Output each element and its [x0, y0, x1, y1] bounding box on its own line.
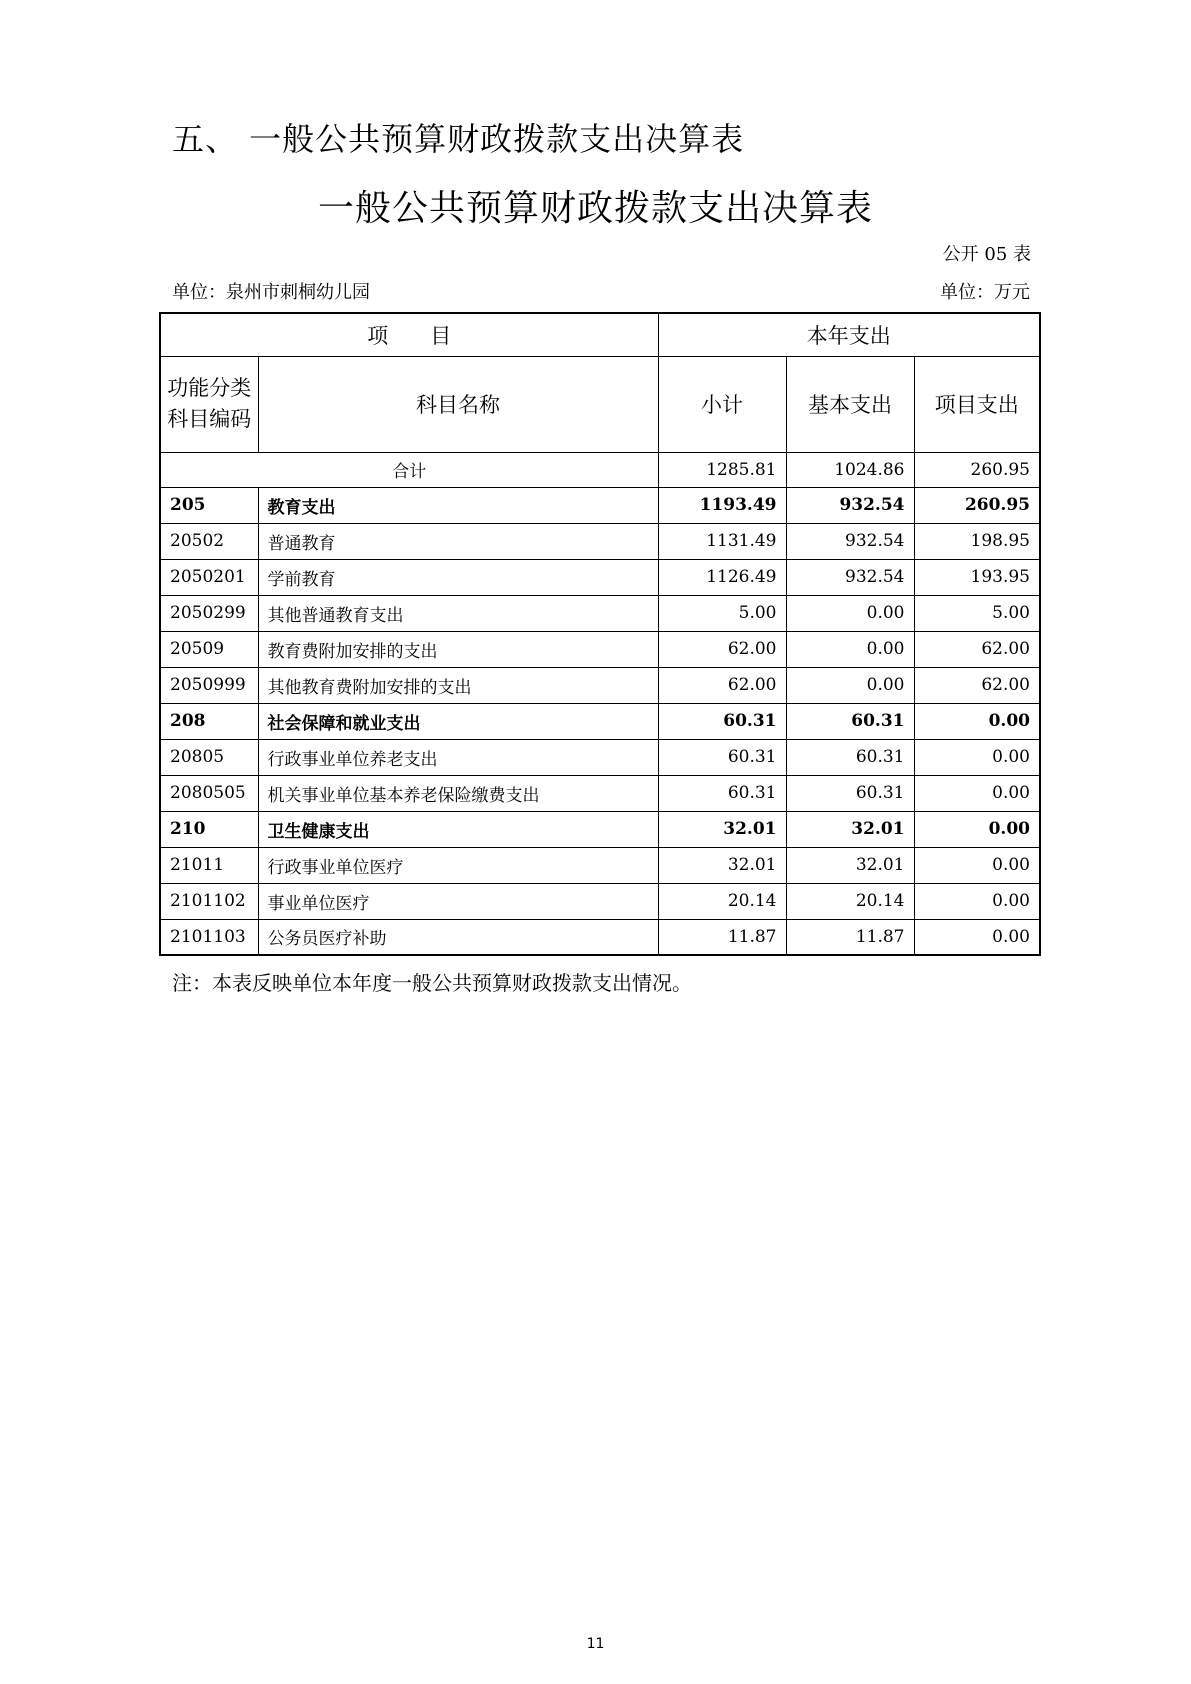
row-project: 5.00 [914, 595, 1040, 631]
col-project: 项目支出 [914, 356, 1040, 452]
row-code: 20502 [160, 523, 258, 559]
row-name: 普通教育 [258, 523, 658, 559]
row-basic: 0.00 [786, 667, 914, 703]
row-name: 机关事业单位基本养老保险缴费支出 [258, 775, 658, 811]
unit-organization: 单位：泉州市刺桐幼儿园 [172, 282, 370, 303]
table-row [160, 703, 1040, 739]
table-subheader-row [160, 356, 1040, 452]
table-note: 注：本表反映单位本年度一般公共预算财政拨款支出情况。 [172, 971, 692, 995]
table-row [160, 595, 1040, 631]
row-project: 0.00 [914, 739, 1040, 775]
row-subtotal: 60.31 [658, 775, 786, 811]
form-code: 公开 05 表 [942, 244, 1031, 265]
unit-line [172, 278, 1030, 304]
table-row [160, 919, 1040, 955]
row-project: 0.00 [914, 883, 1040, 919]
expenditure-table [159, 312, 1041, 956]
row-subtotal: 20.14 [658, 883, 786, 919]
row-project: 0.00 [914, 919, 1040, 955]
row-code: 21011 [160, 847, 258, 883]
row-name: 公务员医疗补助 [258, 919, 658, 955]
section-heading: 五、 一般公共预算财政拨款支出决算表 [172, 120, 745, 158]
col-subject-name: 科目名称 [258, 356, 658, 452]
row-basic: 0.00 [786, 631, 914, 667]
row-basic: 60.31 [786, 703, 914, 739]
row-name: 教育费附加安排的支出 [258, 631, 658, 667]
table-row [160, 523, 1040, 559]
row-code: 2101103 [160, 919, 258, 955]
row-subtotal: 32.01 [658, 811, 786, 847]
row-subtotal: 1193.49 [658, 487, 786, 523]
table-row [160, 775, 1040, 811]
row-basic: 0.00 [786, 595, 914, 631]
row-project: 0.00 [914, 775, 1040, 811]
row-code: 210 [160, 811, 258, 847]
table-row [160, 559, 1040, 595]
page-title: 一般公共预算财政拨款支出决算表 [317, 188, 873, 229]
row-name: 行政事业单位医疗 [258, 847, 658, 883]
row-code: 2080505 [160, 775, 258, 811]
row-project: 193.95 [914, 559, 1040, 595]
row-name: 教育支出 [258, 487, 658, 523]
row-project: 62.00 [914, 667, 1040, 703]
table-row [160, 739, 1040, 775]
row-basic: 20.14 [786, 883, 914, 919]
total-subtotal: 1285.81 [658, 452, 786, 487]
row-name: 行政事业单位养老支出 [258, 739, 658, 775]
col-subtotal: 小计 [658, 356, 786, 452]
total-label: 合计 [160, 452, 658, 487]
row-subtotal: 62.00 [658, 631, 786, 667]
table-row [160, 847, 1040, 883]
row-code: 20509 [160, 631, 258, 667]
row-basic: 60.31 [786, 739, 914, 775]
row-basic: 32.01 [786, 811, 914, 847]
table-row [160, 667, 1040, 703]
row-basic: 11.87 [786, 919, 914, 955]
row-code: 208 [160, 703, 258, 739]
row-name: 其他普通教育支出 [258, 595, 658, 631]
row-basic: 60.31 [786, 775, 914, 811]
row-subtotal: 11.87 [658, 919, 786, 955]
row-project: 0.00 [914, 847, 1040, 883]
row-subtotal: 60.31 [658, 739, 786, 775]
table-row [160, 883, 1040, 919]
row-basic: 32.01 [786, 847, 914, 883]
total-row [160, 452, 1040, 487]
row-code: 2101102 [160, 883, 258, 919]
row-name: 其他教育费附加安排的支出 [258, 667, 658, 703]
header-year-expenditure: 本年支出 [658, 313, 1040, 356]
total-project: 260.95 [914, 452, 1040, 487]
unit-currency: 单位：万元 [940, 282, 1030, 303]
page-number: 11 [586, 1636, 605, 1652]
row-subtotal: 60.31 [658, 703, 786, 739]
col-func-code: 功能分类科目编码 [160, 356, 258, 452]
row-subtotal: 62.00 [658, 667, 786, 703]
row-subtotal: 1131.49 [658, 523, 786, 559]
row-basic: 932.54 [786, 523, 914, 559]
row-subtotal: 32.01 [658, 847, 786, 883]
row-code: 2050201 [160, 559, 258, 595]
header-item: 项 目 [160, 313, 658, 356]
row-name: 事业单位医疗 [258, 883, 658, 919]
table-row [160, 811, 1040, 847]
total-basic: 1024.86 [786, 452, 914, 487]
row-subtotal: 1126.49 [658, 559, 786, 595]
row-subtotal: 5.00 [658, 595, 786, 631]
row-project: 198.95 [914, 523, 1040, 559]
table-row [160, 487, 1040, 523]
row-project: 0.00 [914, 703, 1040, 739]
col-basic: 基本支出 [786, 356, 914, 452]
row-name: 学前教育 [258, 559, 658, 595]
table-header-row [160, 313, 1040, 356]
row-code: 2050299 [160, 595, 258, 631]
row-project: 62.00 [914, 631, 1040, 667]
row-code: 205 [160, 487, 258, 523]
table-row [160, 631, 1040, 667]
row-name: 卫生健康支出 [258, 811, 658, 847]
row-basic: 932.54 [786, 487, 914, 523]
row-project: 0.00 [914, 811, 1040, 847]
row-code: 20805 [160, 739, 258, 775]
row-project: 260.95 [914, 487, 1040, 523]
row-name: 社会保障和就业支出 [258, 703, 658, 739]
row-code: 2050999 [160, 667, 258, 703]
row-basic: 932.54 [786, 559, 914, 595]
